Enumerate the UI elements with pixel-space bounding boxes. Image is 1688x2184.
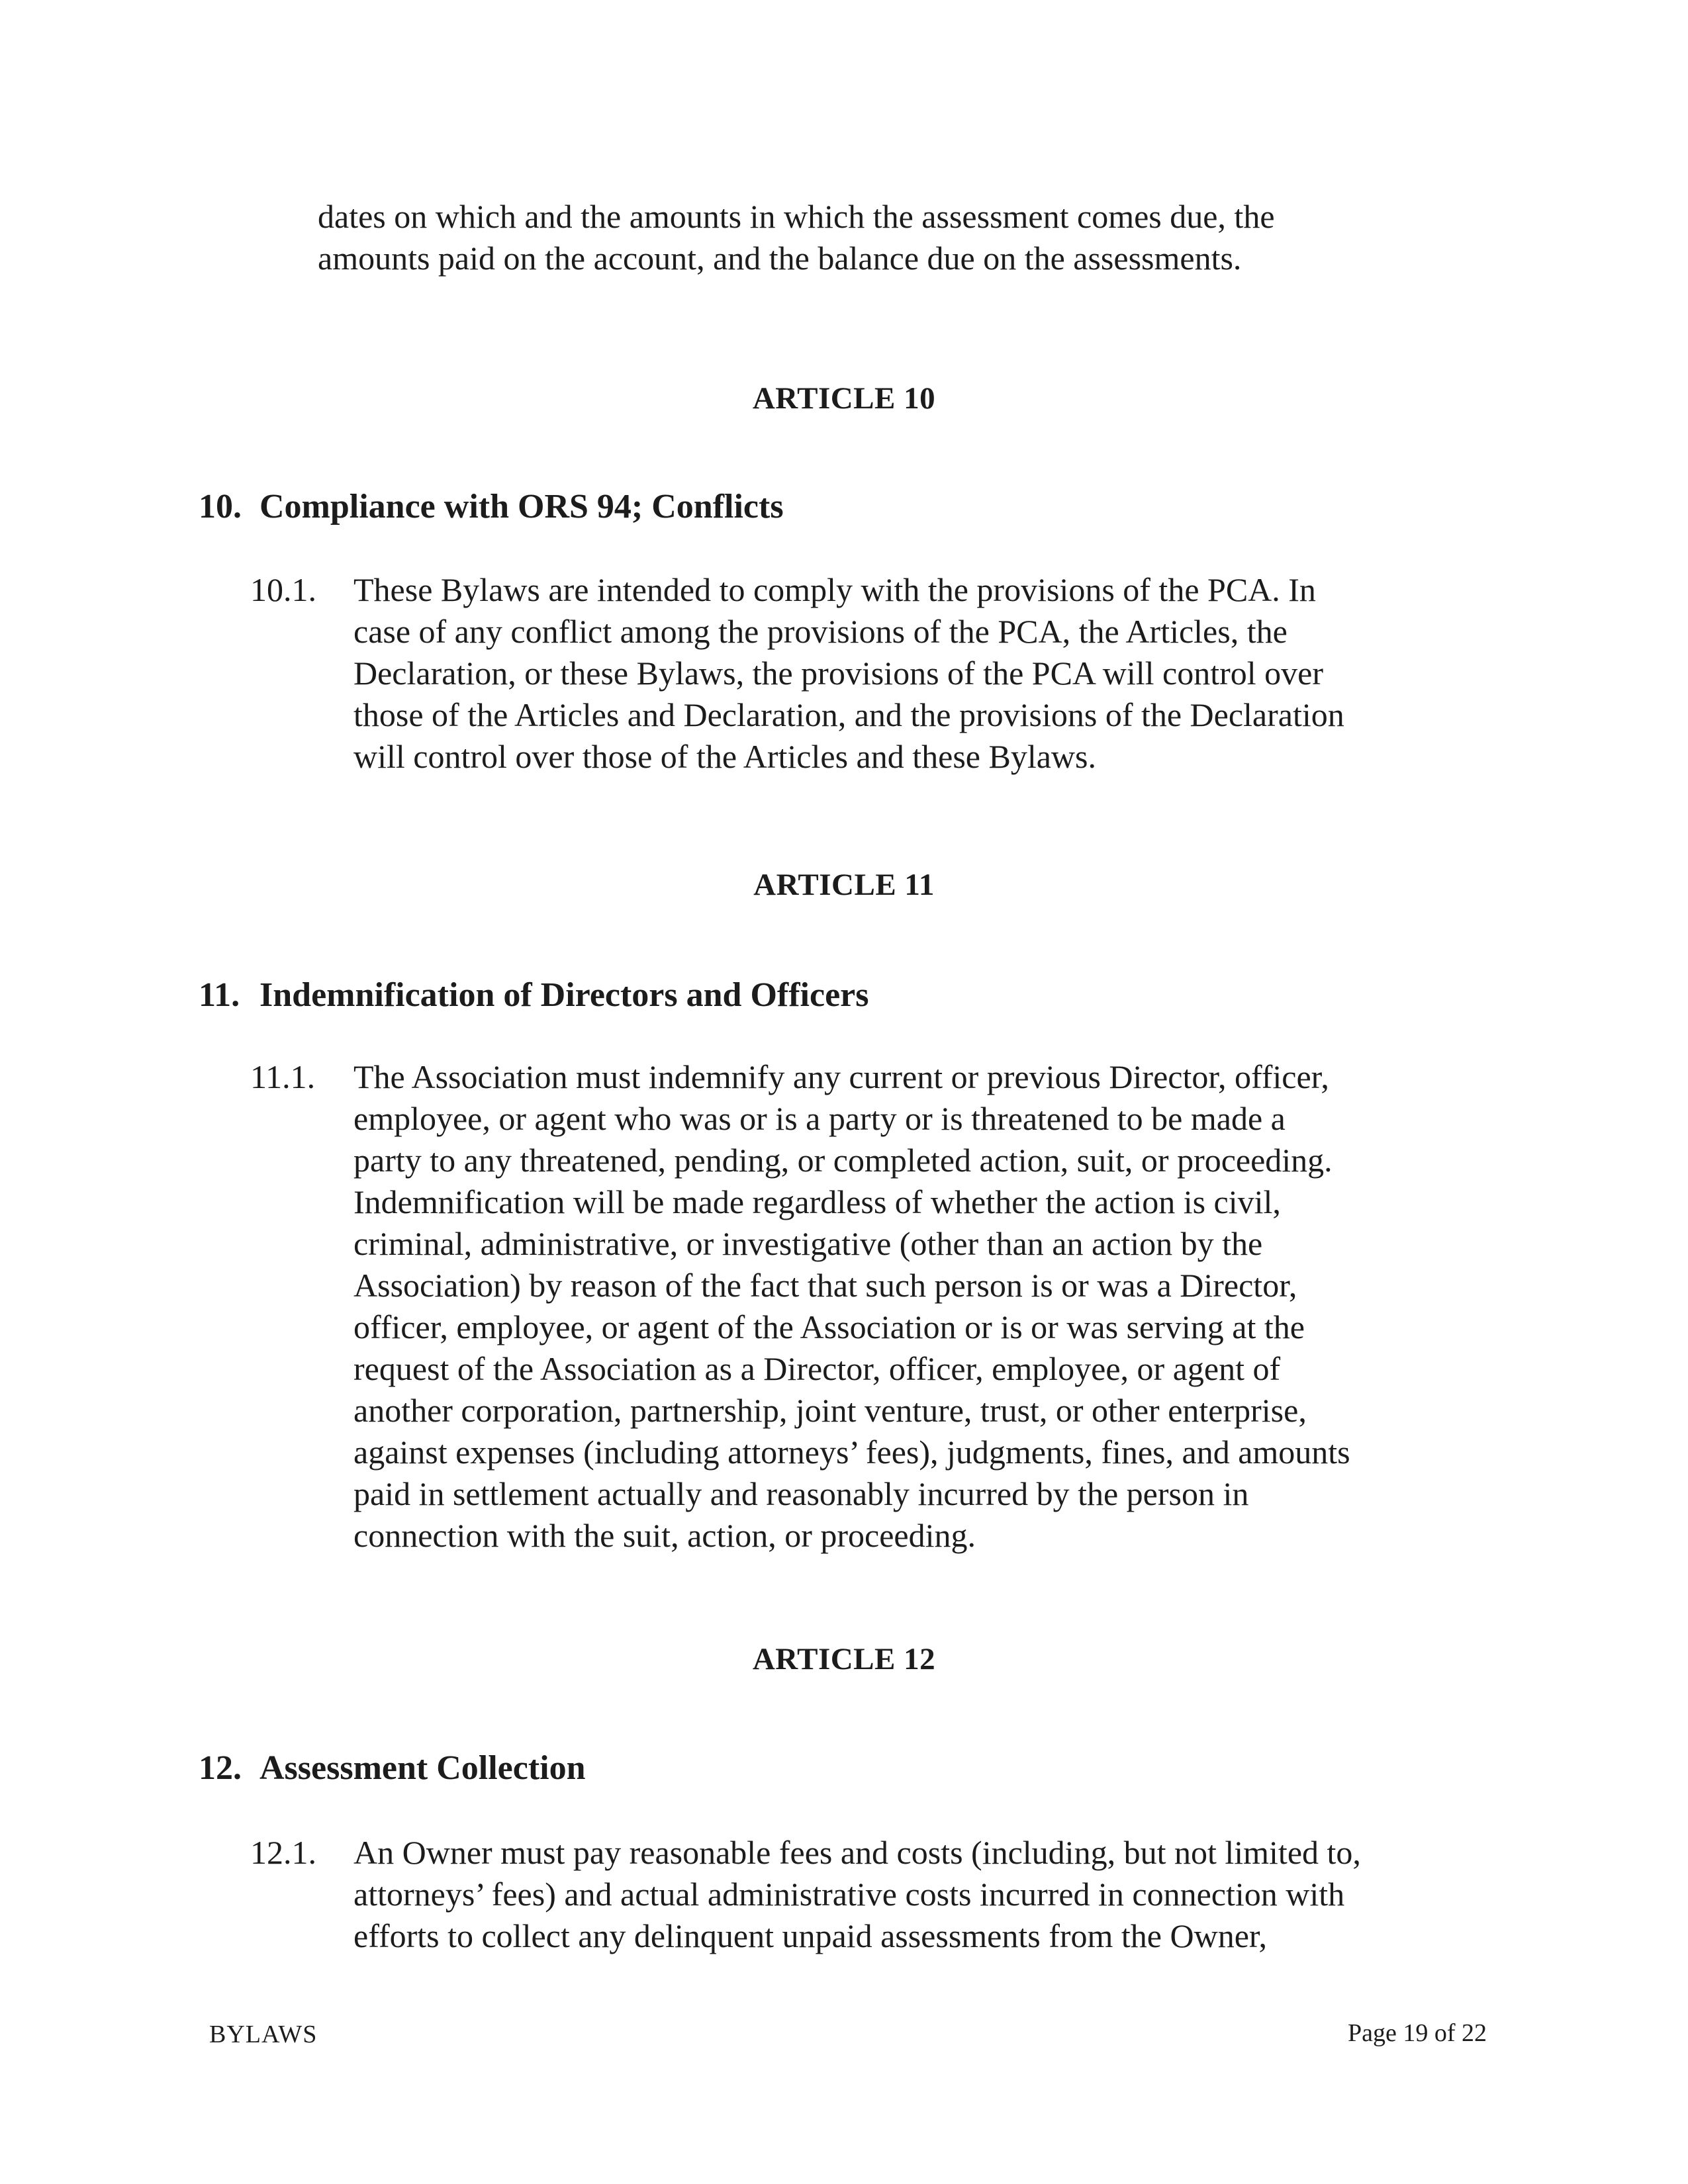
article-heading: ARTICLE 11 (753, 868, 935, 902)
intro-line: amounts paid on the account, and the balance due on the assessments. (318, 240, 1242, 277)
subsection-line: The Association must indemnify any current or previous Director, officer, (353, 1058, 1329, 1095)
subsection-line: connection with the suit, action, or proceeding. (353, 1517, 976, 1554)
article-heading: ARTICLE 10 (752, 381, 936, 416)
subsection-line: those of the Articles and Declaration, and the provisions of the Declaration (353, 696, 1344, 733)
subsection-line: party to any threatened, pending, or completed action, suit, or proceeding. (353, 1142, 1333, 1179)
subsection-line: will control over those of the Articles and these Bylaws. (353, 738, 1096, 775)
section-title: Compliance with ORS 94; Conflicts (259, 488, 784, 525)
subsection-line: officer, employee, or agent of the Association or is or was serving at the (353, 1308, 1305, 1345)
subsection-line: Declaration, or these Bylaws, the provisions of the PCA will control over (353, 655, 1324, 692)
subsection-number: 10.1. (250, 571, 316, 608)
footer-document-title: BYLAWS (209, 2021, 318, 2048)
subsection-line: another corporation, partnership, joint venture, trust, or other enterprise, (353, 1392, 1307, 1429)
intro-paragraph (318, 196, 1275, 279)
subsection-line: request of the Association as a Director, officer, employee, or agent of (353, 1350, 1281, 1387)
section-title: Assessment Collection (259, 1749, 586, 1787)
subsection-text (353, 569, 1344, 778)
subsection-number: 11.1. (250, 1058, 316, 1095)
section-number: 10. (199, 488, 242, 525)
subsection-line: These Bylaws are intended to comply with the provisions of the PCA. In (353, 571, 1316, 608)
subsection-line: employee, or agent who was or is a party or is threatened to be made a (353, 1100, 1286, 1137)
section-heading (199, 1749, 586, 1788)
subsection-text (353, 1832, 1361, 1957)
subsection-line: attorneys’ fees) and actual administrative costs incurred in connection with (353, 1876, 1345, 1913)
intro-line: dates on which and the amounts in which the assessment comes due, the (318, 198, 1275, 235)
subsection-line: Indemnification will be made regardless of whether the action is civil, (353, 1183, 1281, 1220)
section-number: 12. (199, 1749, 242, 1787)
subsection-line: criminal, administrative, or investigative (other than an action by the (353, 1225, 1263, 1262)
subsection-line: against expenses (including attorneys’ fees), judgments, fines, and amounts (353, 1433, 1350, 1471)
subsection-line: efforts to collect any delinquent unpaid assessments from the Owner, (353, 1917, 1268, 1954)
subsection-line: Association) by reason of the fact that such person is or was a Director, (353, 1267, 1297, 1304)
subsection-line: paid in settlement actually and reasonably incurred by the person in (353, 1475, 1249, 1512)
subsection-number: 12.1. (250, 1834, 316, 1871)
footer-page-number: Page 19 of 22 (1347, 2019, 1487, 2047)
section-number: 11. (199, 976, 240, 1014)
subsection-line: An Owner must pay reasonable fees and costs (including, but not limited to, (353, 1834, 1361, 1871)
section-heading (199, 487, 784, 526)
article-heading: ARTICLE 12 (752, 1642, 936, 1676)
subsection-text (353, 1056, 1350, 1557)
section-heading (199, 976, 868, 1015)
section-title: Indemnification of Directors and Officers (259, 976, 869, 1014)
subsection-line: case of any conflict among the provisions of the PCA, the Articles, the (353, 613, 1288, 650)
